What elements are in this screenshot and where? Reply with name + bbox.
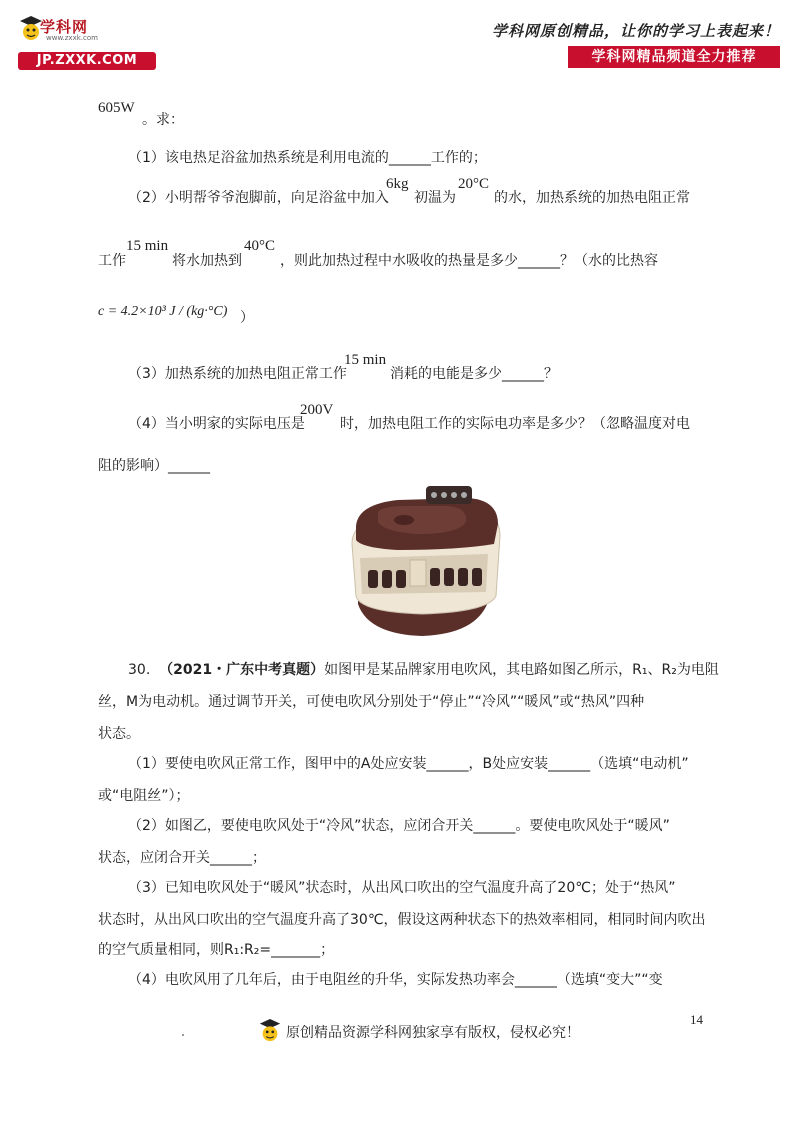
q30-part1: （1）要使电吹风正常工作，图甲中的A处应安装______，B处应安装______（选填“电动机”	[128, 756, 689, 772]
q29-part4-a: （3）加热系统的加热电阻正常工作	[128, 366, 347, 382]
q30-line3: 状态。	[98, 726, 140, 742]
q30-part3-tail: 的空气质量相同，则R₁:R₂=_______；	[98, 942, 335, 958]
header-slogan: 学科网原创精品，让你的学习上表起来！	[491, 24, 780, 40]
footer-copyright: 原创精品资源学科网独家享有版权，侵权必究！	[286, 1025, 580, 1041]
q30-part4: （4）电吹风用了几年后，由于电阻丝的升华，实际发热功率会______（选填“变大”“变	[128, 972, 663, 988]
q30-line2: 丝，M为电动机。通过调节开关，可使电吹风分别处于“停止”“冷风”“暖风”或“热风”四种	[98, 694, 645, 710]
q29-voltage: 200V	[300, 402, 334, 418]
q30-part1-tail: 或“电阻丝”）；	[98, 788, 190, 804]
foot-bath-image	[338, 484, 506, 644]
logo-url[interactable]: JP.ZXXK.COM	[18, 52, 156, 70]
q29-part1: （1）该电热足浴盆加热系统是利用电流的______工作的；	[128, 150, 487, 166]
q30-part3: （3）已知电吹风处于“暖风”状态时，从出风口吹出的空气温度升高了20℃；处于“热风”	[128, 880, 676, 896]
q29-part2-b: 初温为	[414, 190, 456, 206]
q29-part3-c: ，则此加热过程中水吸收的热量是多少______？（水的比热容	[280, 253, 658, 269]
intro-tail: 。求：	[142, 112, 184, 128]
q29-part2-c: 的水，加热系统的加热电阻正常	[494, 190, 690, 206]
intro-value: 605W	[98, 100, 135, 116]
q29-part2-a: （2）小明帮爷爷泡脚前，向足浴盆中加入	[128, 190, 389, 206]
footer-mascot-icon	[258, 1016, 282, 1046]
q29-part5-b: 时，加热电阻工作的实际电功率是多少？（忽略温度对电	[340, 416, 690, 432]
q30-part2: （2）如图乙，要使电吹风处于“冷风”状态，应闭合开关______。要使电吹风处于“暖风”	[128, 818, 670, 834]
q29-part4-b: 消耗的电能是多少______？	[390, 366, 558, 382]
channel-banner: 学科网精品频道全力推荐	[568, 46, 780, 68]
q29-time-2: 15 min	[344, 352, 387, 368]
formula-tail: ）	[240, 310, 254, 326]
logo-text: 学科网	[40, 18, 89, 36]
specific-heat-formula: c = 4.2×10³ J / (kg·°C)	[98, 304, 228, 319]
q29-initial-temp: 20°C	[458, 176, 490, 192]
q30-part3-cont: 状态时，从出风口吹出的空气温度升高了30℃，假设这两种状态下的热效率相同，相同时间内吹出	[98, 912, 706, 928]
question-number: 30.	[128, 662, 151, 678]
question-source: （2021・广东中考真题）	[159, 662, 325, 678]
logo-small-url: www.zxxk.com	[46, 34, 98, 42]
q29-final-temp: 40°C	[244, 238, 276, 254]
q29-part6: 阻的影响）______	[98, 458, 210, 474]
footer-dot	[182, 1034, 184, 1036]
q29-mass: 6kg	[386, 176, 409, 192]
page-number: 14	[690, 1012, 703, 1027]
q29-part3-a: 工作	[98, 253, 126, 269]
q30-part2-tail: 状态，应闭合开关______；	[98, 850, 266, 866]
q29-part3-b: 将水加热到	[172, 253, 242, 269]
question-intro: 如图甲是某品牌家用电吹风，其电路如图乙所示，R₁、R₂为电阻	[324, 662, 719, 678]
q29-time: 15 min	[126, 238, 169, 254]
q30-line1	[128, 660, 719, 680]
q29-part5-a: （4）当小明家的实际电压是	[128, 416, 305, 432]
